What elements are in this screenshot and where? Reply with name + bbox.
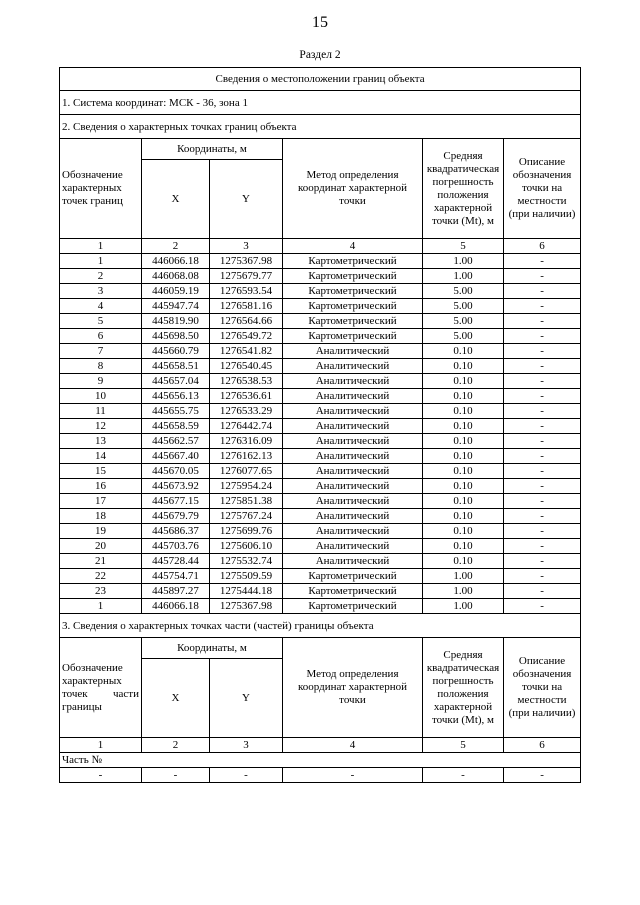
- description-cell: -: [504, 539, 581, 554]
- y-cell: 1276077.65: [210, 464, 283, 479]
- error-cell: 1.00: [423, 599, 504, 614]
- x-cell: 445658.51: [142, 359, 210, 374]
- y-cell: 1276162.13: [210, 449, 283, 464]
- description-cell: -: [504, 329, 581, 344]
- point-id-cell: 17: [60, 494, 142, 509]
- header-point: Обозначение характерных точек границ: [60, 139, 142, 239]
- y-cell: 1276593.54: [210, 284, 283, 299]
- x-cell: 445677.15: [142, 494, 210, 509]
- point-id-cell: 4: [60, 299, 142, 314]
- point-id-cell: 16: [60, 479, 142, 494]
- table-row: [60, 494, 581, 509]
- table-row: [60, 569, 581, 584]
- header-error: Средняя квадратическая погрешность положения характерной точки (Mt), м: [423, 139, 504, 239]
- header-coords: Координаты, м: [142, 139, 283, 160]
- description-cell: -: [504, 599, 581, 614]
- point-id-cell: 11: [60, 404, 142, 419]
- column-number: 5: [423, 738, 504, 753]
- point-id-cell: 8: [60, 359, 142, 374]
- column-number: 2: [142, 738, 210, 753]
- error-cell: 5.00: [423, 329, 504, 344]
- column-number: 6: [504, 239, 581, 254]
- error-cell: 0.10: [423, 344, 504, 359]
- column-number: 1: [60, 239, 142, 254]
- header-x: X: [142, 160, 210, 239]
- error-cell: 0.10: [423, 539, 504, 554]
- section2-title: 2. Сведения о характерных точках границ объекта: [60, 115, 581, 139]
- y-cell: 1275367.98: [210, 254, 283, 269]
- method-cell: Аналитический: [283, 509, 423, 524]
- table-row: [60, 524, 581, 539]
- point-id-cell: 1: [60, 254, 142, 269]
- point-id-cell: 18: [60, 509, 142, 524]
- x-cell: 445686.37: [142, 524, 210, 539]
- method-cell: -: [283, 768, 423, 783]
- x-cell: 445703.76: [142, 539, 210, 554]
- description-cell: -: [504, 524, 581, 539]
- method-cell: Аналитический: [283, 494, 423, 509]
- description-cell: -: [504, 449, 581, 464]
- description-cell: -: [504, 419, 581, 434]
- point-id-cell: 12: [60, 419, 142, 434]
- description-cell: -: [504, 768, 581, 783]
- x-cell: -: [142, 768, 210, 783]
- header-description-part: Описание обозначения точки на местности (при наличии): [504, 638, 581, 738]
- x-cell: 445679.79: [142, 509, 210, 524]
- table-row: [60, 404, 581, 419]
- table-row: [60, 449, 581, 464]
- table-row: [60, 314, 581, 329]
- point-id-cell: 20: [60, 539, 142, 554]
- method-cell: Картометрический: [283, 254, 423, 269]
- table-row: [60, 539, 581, 554]
- description-cell: -: [504, 479, 581, 494]
- method-cell: Аналитический: [283, 464, 423, 479]
- y-cell: 1276533.29: [210, 404, 283, 419]
- error-cell: 5.00: [423, 314, 504, 329]
- point-id-cell: 19: [60, 524, 142, 539]
- method-cell: Аналитический: [283, 449, 423, 464]
- error-cell: 1.00: [423, 569, 504, 584]
- description-cell: -: [504, 569, 581, 584]
- y-cell: 1275851.38: [210, 494, 283, 509]
- table-row: [60, 434, 581, 449]
- header-y: Y: [210, 160, 283, 239]
- point-id-cell: 9: [60, 374, 142, 389]
- description-cell: -: [504, 404, 581, 419]
- error-cell: 0.10: [423, 434, 504, 449]
- x-cell: 445819.90: [142, 314, 210, 329]
- x-cell: 445658.59: [142, 419, 210, 434]
- method-cell: Картометрический: [283, 269, 423, 284]
- error-cell: 5.00: [423, 284, 504, 299]
- x-cell: 445656.13: [142, 389, 210, 404]
- section3-title: 3. Сведения о характерных точках части (частей) границы объекта: [60, 614, 581, 638]
- method-cell: Аналитический: [283, 359, 423, 374]
- description-cell: -: [504, 584, 581, 599]
- description-cell: -: [504, 284, 581, 299]
- table-row: [60, 269, 581, 284]
- column-number: 4: [283, 239, 423, 254]
- x-cell: 446066.18: [142, 254, 210, 269]
- error-cell: 0.10: [423, 524, 504, 539]
- description-cell: -: [504, 344, 581, 359]
- point-id-cell: 22: [60, 569, 142, 584]
- method-cell: Картометрический: [283, 584, 423, 599]
- y-cell: 1275767.24: [210, 509, 283, 524]
- error-cell: -: [423, 768, 504, 783]
- column-numbers-row-part: [60, 738, 581, 753]
- column-number: 3: [210, 738, 283, 753]
- method-cell: Аналитический: [283, 479, 423, 494]
- column-number: 2: [142, 239, 210, 254]
- column-number: 6: [504, 738, 581, 753]
- coordinate-system: 1. Система координат: МСК - 36, зона 1: [60, 91, 581, 115]
- x-cell: 446059.19: [142, 284, 210, 299]
- x-cell: 446068.08: [142, 269, 210, 284]
- point-id-cell: 10: [60, 389, 142, 404]
- boundary-table: [59, 67, 581, 783]
- method-cell: Картометрический: [283, 299, 423, 314]
- column-numbers-row: [60, 239, 581, 254]
- x-cell: 445655.75: [142, 404, 210, 419]
- y-cell: 1276564.66: [210, 314, 283, 329]
- error-cell: 1.00: [423, 584, 504, 599]
- table-row: [60, 374, 581, 389]
- page-number: 15: [312, 14, 328, 31]
- table-row: [60, 419, 581, 434]
- y-cell: 1276536.61: [210, 389, 283, 404]
- point-id-cell: 2: [60, 269, 142, 284]
- x-cell: 445667.40: [142, 449, 210, 464]
- method-cell: Аналитический: [283, 419, 423, 434]
- x-cell: 445673.92: [142, 479, 210, 494]
- description-cell: -: [504, 359, 581, 374]
- error-cell: 0.10: [423, 404, 504, 419]
- header-description: Описание обозначения точки на местности (при наличии): [504, 139, 581, 239]
- y-cell: 1275509.59: [210, 569, 283, 584]
- point-id-cell: -: [60, 768, 142, 783]
- x-cell: 445670.05: [142, 464, 210, 479]
- column-number: 1: [60, 738, 142, 753]
- table-row: [60, 254, 581, 269]
- y-cell: 1276316.09: [210, 434, 283, 449]
- part-label: Часть №: [60, 753, 581, 768]
- table-row: [60, 554, 581, 569]
- description-cell: -: [504, 389, 581, 404]
- table-row: [60, 509, 581, 524]
- table-row: [60, 344, 581, 359]
- method-cell: Картометрический: [283, 569, 423, 584]
- table-row: [60, 479, 581, 494]
- y-cell: 1275954.24: [210, 479, 283, 494]
- y-cell: 1275532.74: [210, 554, 283, 569]
- x-cell: 445897.27: [142, 584, 210, 599]
- method-cell: Аналитический: [283, 389, 423, 404]
- error-cell: 0.10: [423, 389, 504, 404]
- header-point-part: Обозначение характерных точек части границы: [60, 638, 142, 738]
- x-cell: 445698.50: [142, 329, 210, 344]
- table-row: [60, 389, 581, 404]
- table-row: [60, 359, 581, 374]
- y-cell: 1276549.72: [210, 329, 283, 344]
- method-cell: Картометрический: [283, 284, 423, 299]
- table-row: [60, 768, 581, 783]
- error-cell: 0.10: [423, 494, 504, 509]
- error-cell: 0.10: [423, 554, 504, 569]
- point-id-cell: 6: [60, 329, 142, 344]
- error-cell: 1.00: [423, 254, 504, 269]
- table-row: [60, 599, 581, 614]
- method-cell: Аналитический: [283, 539, 423, 554]
- point-id-cell: 3: [60, 284, 142, 299]
- header-method-part: Метод определения координат характерной точки: [283, 638, 423, 738]
- description-cell: -: [504, 374, 581, 389]
- description-cell: -: [504, 509, 581, 524]
- method-cell: Аналитический: [283, 524, 423, 539]
- method-cell: Аналитический: [283, 374, 423, 389]
- table-row: [60, 329, 581, 344]
- x-cell: 445947.74: [142, 299, 210, 314]
- method-cell: Аналитический: [283, 554, 423, 569]
- method-cell: Аналитический: [283, 434, 423, 449]
- description-cell: -: [504, 254, 581, 269]
- table-row: [60, 584, 581, 599]
- error-cell: 0.10: [423, 359, 504, 374]
- table-row: [60, 299, 581, 314]
- error-cell: 5.00: [423, 299, 504, 314]
- y-cell: 1275367.98: [210, 599, 283, 614]
- y-cell: 1276581.16: [210, 299, 283, 314]
- description-cell: -: [504, 554, 581, 569]
- header-x-part: X: [142, 659, 210, 738]
- header-error-part: Средняя квадратическая погрешность положения характерной точки (Mt), м: [423, 638, 504, 738]
- point-id-cell: 5: [60, 314, 142, 329]
- x-cell: 445662.57: [142, 434, 210, 449]
- error-cell: 1.00: [423, 269, 504, 284]
- header-y-part: Y: [210, 659, 283, 738]
- point-id-cell: 23: [60, 584, 142, 599]
- point-id-cell: 14: [60, 449, 142, 464]
- x-cell: 445660.79: [142, 344, 210, 359]
- point-id-cell: 1: [60, 599, 142, 614]
- error-cell: 0.10: [423, 479, 504, 494]
- y-cell: 1276538.53: [210, 374, 283, 389]
- y-cell: -: [210, 768, 283, 783]
- y-cell: 1276541.82: [210, 344, 283, 359]
- table-row: [60, 464, 581, 479]
- x-cell: 445728.44: [142, 554, 210, 569]
- header-coords-part: Координаты, м: [142, 638, 283, 659]
- y-cell: 1275606.10: [210, 539, 283, 554]
- column-number: 5: [423, 239, 504, 254]
- error-cell: 0.10: [423, 509, 504, 524]
- table-title: Сведения о местоположении границ объекта: [60, 68, 581, 91]
- description-cell: -: [504, 464, 581, 479]
- column-number: 4: [283, 738, 423, 753]
- method-cell: Картометрический: [283, 329, 423, 344]
- point-id-cell: 21: [60, 554, 142, 569]
- description-cell: -: [504, 314, 581, 329]
- y-cell: 1275444.18: [210, 584, 283, 599]
- method-cell: Картометрический: [283, 599, 423, 614]
- x-cell: 445754.71: [142, 569, 210, 584]
- y-cell: 1276540.45: [210, 359, 283, 374]
- error-cell: 0.10: [423, 374, 504, 389]
- header-method: Метод определения координат характерной точки: [283, 139, 423, 239]
- description-cell: -: [504, 434, 581, 449]
- section-label: Раздел 2: [299, 49, 341, 61]
- error-cell: 0.10: [423, 449, 504, 464]
- x-cell: 446066.18: [142, 599, 210, 614]
- error-cell: 0.10: [423, 464, 504, 479]
- x-cell: 445657.04: [142, 374, 210, 389]
- y-cell: 1275699.76: [210, 524, 283, 539]
- description-cell: -: [504, 299, 581, 314]
- column-number: 3: [210, 239, 283, 254]
- description-cell: -: [504, 494, 581, 509]
- point-id-cell: 7: [60, 344, 142, 359]
- method-cell: Картометрический: [283, 314, 423, 329]
- error-cell: 0.10: [423, 419, 504, 434]
- table-row: [60, 284, 581, 299]
- y-cell: 1275679.77: [210, 269, 283, 284]
- point-id-cell: 15: [60, 464, 142, 479]
- method-cell: Аналитический: [283, 404, 423, 419]
- y-cell: 1276442.74: [210, 419, 283, 434]
- point-id-cell: 13: [60, 434, 142, 449]
- method-cell: Аналитический: [283, 344, 423, 359]
- description-cell: -: [504, 269, 581, 284]
